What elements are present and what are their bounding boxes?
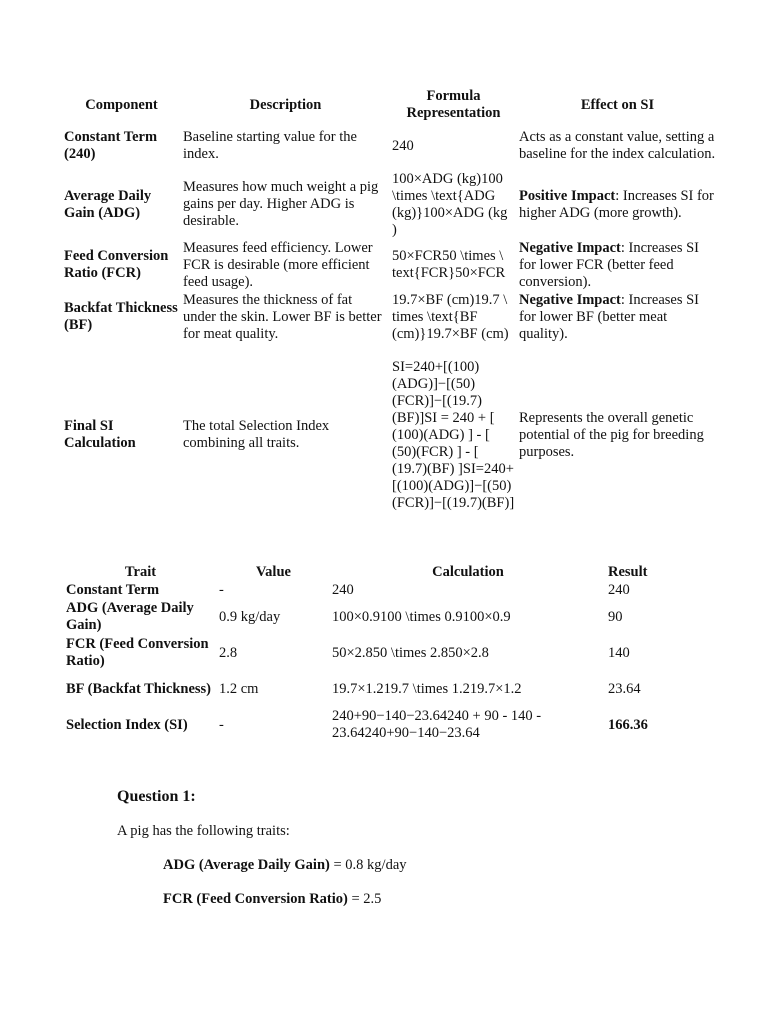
trait-cell: Constant Term	[66, 581, 160, 598]
description-cell: Baseline starting value for the index.	[183, 129, 357, 162]
description-cell: Measures feed efficiency. Lower FCR is desirable (more efficient feed usage).	[183, 239, 373, 290]
formula-cell: 240	[392, 137, 414, 154]
effect-cell	[517, 122, 718, 170]
trait-label: FCR (Feed Conversion Ratio)	[163, 891, 348, 907]
header-formula: Formula Representation	[406, 88, 501, 121]
question-trait-item	[163, 857, 407, 874]
question-intro: A pig has the following traits:	[117, 823, 290, 839]
component-cell: Feed Conversion Ratio (FCR)	[64, 248, 169, 281]
trait-label: ADG (Average Daily Gain)	[163, 857, 330, 873]
result-cell: 23.64	[608, 680, 641, 697]
table-row	[64, 581, 676, 599]
description-cell: Measures the thickness of fat under the skin. Lower BF is better for meat quality.	[183, 291, 382, 342]
value-cell: -	[219, 716, 224, 733]
table-row	[64, 671, 676, 707]
header-component: Component	[85, 96, 158, 113]
effect-cell	[517, 239, 718, 291]
calculation-cell: 50×2.850 \times 2.850×2.8	[332, 644, 489, 661]
effect-cell	[517, 343, 718, 527]
trait-value: = 2.5	[347, 891, 382, 907]
effect-bold: Negative Impact	[519, 291, 621, 308]
effect-cell	[517, 291, 718, 343]
formula-cell: SI=240+[(100)(ADG)]−[(50)(FCR)]−[(19.7)(BF)]SI = 240 + [ (100)(ADG) ] - [ (50)(FCR) ] - [ (19.7)(BF) ]SI=240+[(100)(ADG)]−[(50)(FCR)]−[(19.7)(BF)]	[392, 358, 515, 511]
table-header-row	[64, 563, 676, 581]
calculation-cell: 240	[332, 581, 354, 598]
description-cell: The total Selection Index combining all traits.	[183, 418, 330, 451]
header-description: Description	[249, 96, 322, 113]
result-cell: 166.36	[608, 716, 648, 733]
formula-cell: 50×FCR50 \times \ text{FCR}50×FCR	[392, 248, 506, 281]
table-row	[62, 291, 718, 343]
component-cell: Backfat Thickness (BF)	[64, 300, 178, 333]
table-row	[64, 599, 676, 635]
description-cell: Measures how much weight a pig gains per day. Higher ADG is desirable.	[183, 179, 379, 229]
effect-bold: Negative Impact	[519, 239, 621, 256]
si-calculation-table	[64, 563, 676, 743]
value-cell: 2.8	[219, 644, 238, 661]
table-row	[62, 239, 718, 291]
effect-cell	[517, 170, 718, 239]
header-effect: Effect on SI	[580, 96, 655, 113]
component-cell: Average Daily Gain (ADG)	[64, 187, 152, 221]
value-cell: 1.2 cm	[219, 680, 259, 697]
trait-cell: Selection Index (SI)	[66, 716, 188, 733]
effect-text: Acts as a constant value, setting a baseline for the index calculation.	[519, 129, 716, 162]
table-header-row	[62, 88, 718, 122]
component-cell: Constant Term (240)	[64, 129, 158, 162]
header-calculation: Calculation	[432, 563, 504, 580]
table-row	[62, 170, 718, 239]
header-result: Result	[608, 563, 648, 580]
effect-text: : Increases SI for lower BF (better meat quality).	[519, 291, 699, 342]
calculation-cell: 100×0.9100 \times 0.9100×0.9	[332, 608, 511, 625]
trait-value: = 0.8 kg/day	[329, 857, 407, 873]
formula-cell: 100×ADG (kg)100 \times \text{ADG (kg)}100×ADG (kg )	[392, 170, 508, 238]
trait-cell: FCR (Feed Conversion Ratio)	[66, 636, 209, 669]
trait-cell: ADG (Average Daily Gain)	[66, 600, 194, 633]
effect-text: Represents the overall genetic potential of the pig for breeding purposes.	[519, 409, 704, 460]
table-row	[62, 343, 718, 527]
trait-cell: BF (Backfat Thickness)	[66, 680, 212, 697]
effect-bold: Positive Impact	[519, 187, 616, 204]
question-trait-item	[163, 891, 381, 908]
component-cell: Final SI Calculation	[64, 418, 136, 451]
table-row	[64, 707, 676, 743]
calculation-cell: 19.7×1.219.7 \times 1.219.7×1.2	[332, 680, 522, 697]
result-cell: 90	[608, 608, 623, 625]
result-cell: 240	[608, 581, 630, 598]
si-components-table	[62, 88, 718, 527]
value-cell: 0.9 kg/day	[219, 608, 281, 625]
table-row	[64, 635, 676, 671]
header-trait: Trait	[124, 563, 157, 580]
value-cell: -	[219, 581, 224, 598]
header-value: Value	[256, 563, 291, 580]
calculation-cell: 240+90−140−23.64240 + 90 - 140 - 23.64240+90−140−23.64	[332, 708, 542, 741]
effect-text: : Increases SI for higher ADG (more growth).	[519, 187, 714, 221]
table-row	[62, 122, 718, 170]
formula-cell: 19.7×BF (cm)19.7 \ times \text{BF (cm)}19.7×BF (cm)	[392, 291, 509, 342]
effect-text: : Increases SI for lower FCR (better feed conversion).	[519, 239, 699, 290]
result-cell: 140	[608, 644, 630, 661]
question-title: Question 1:	[117, 788, 196, 805]
